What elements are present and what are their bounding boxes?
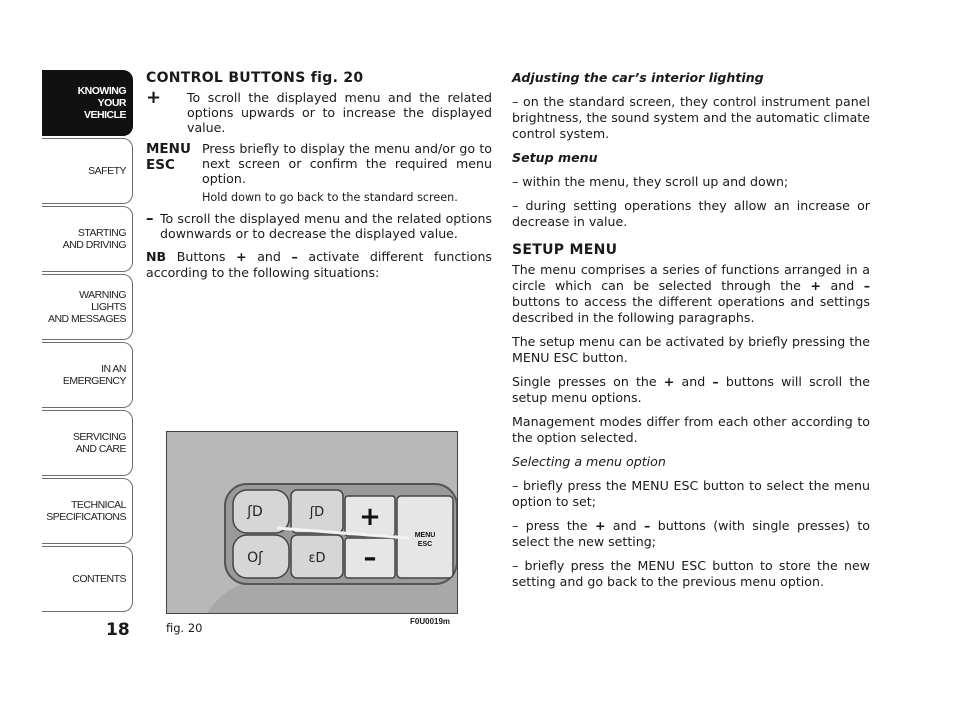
control-panel-illustration bbox=[167, 432, 457, 613]
minus-text: To scroll the displayed menu and the related options downwards or to decrease the displayed value. bbox=[160, 211, 492, 241]
tab-warning-lights[interactable]: WARNING LIGHTS AND MESSAGES bbox=[42, 274, 133, 340]
plus-button-description bbox=[146, 87, 492, 135]
tab-starting-and-driving[interactable]: STARTING AND DRIVING bbox=[42, 206, 133, 272]
plus-button-label: + bbox=[359, 502, 381, 532]
nb-text: and bbox=[246, 249, 292, 264]
text: – press the bbox=[512, 518, 595, 533]
plus-symbol: + bbox=[810, 278, 821, 293]
plus-symbol: + bbox=[663, 374, 675, 389]
setup-menu-heading: SETUP MENU bbox=[512, 242, 618, 258]
text: Single presses on the bbox=[512, 374, 664, 389]
plus-symbol: + bbox=[594, 518, 606, 533]
menu-hold-text: Hold down to go back to the standard screen. bbox=[202, 191, 458, 204]
plus-text: To scroll the displayed menu and the related options upwards or to increase the displayed value. bbox=[187, 90, 492, 135]
menu-esc-symbol bbox=[146, 141, 202, 205]
rear-fog-icon: Oʃ bbox=[247, 550, 263, 566]
minus-symbol: – bbox=[146, 209, 154, 227]
minus-symbol: – bbox=[863, 278, 870, 293]
figure-caption: fig. 20 bbox=[166, 621, 203, 635]
nb-minus: – bbox=[291, 249, 298, 264]
select-paragraph-3: – briefly press the MENU ESC button to store the new setting and go back to the previous menu option. bbox=[512, 558, 870, 589]
plus-symbol: + bbox=[146, 87, 162, 108]
setup-text-2: – during setting operations they allow an increase or decrease in value. bbox=[512, 198, 870, 229]
minus-symbol: – bbox=[644, 518, 651, 533]
text: and bbox=[605, 518, 645, 533]
setup-paragraph-2: The setup menu can be activated by briefly pressing the MENU ESC button. bbox=[512, 334, 870, 365]
select-paragraph-2 bbox=[512, 518, 870, 550]
text: and bbox=[820, 278, 864, 293]
nb-label: NB bbox=[146, 249, 167, 264]
page-number: 18 bbox=[106, 620, 130, 640]
minus-symbol: – bbox=[712, 374, 719, 389]
text: buttons to access the different operations and settings described in the following paragraphs. bbox=[512, 294, 870, 325]
menu-symbol: MENU bbox=[146, 141, 191, 157]
minus-button-label: – bbox=[363, 543, 377, 573]
figure-code: F0U0019m bbox=[410, 617, 451, 626]
text: buttons will scroll the setup menu options. bbox=[512, 374, 870, 405]
menu-button-description bbox=[146, 141, 492, 205]
tab-knowing-your-vehicle[interactable]: KNOWING YOUR VEHICLE bbox=[42, 70, 133, 136]
heading-fig-ref: fig. 20 bbox=[310, 70, 364, 86]
text: and bbox=[674, 374, 713, 389]
subheading-selecting: Selecting a menu option bbox=[512, 454, 666, 469]
tab-technical-specifications[interactable]: TECHNICAL SPECIFICATIONS bbox=[42, 478, 133, 544]
setup-paragraph-4: Management modes differ from each other according to the option selected. bbox=[512, 414, 870, 445]
section-heading bbox=[146, 70, 492, 86]
setup-text-1: – within the menu, they scroll up and down; bbox=[512, 174, 789, 189]
lighting-text: – on the standard screen, they control instrument panel brightness, the sound system and the automatic climate control system. bbox=[512, 94, 870, 141]
setup-paragraph-1 bbox=[512, 262, 870, 326]
front-fog-icon: ʃD bbox=[247, 504, 263, 520]
menu-button-label: MENU bbox=[414, 532, 436, 539]
light-icon: ɛD bbox=[308, 551, 326, 566]
chapter-tabs bbox=[42, 70, 133, 614]
text: buttons (with single presses) to select the new setting; bbox=[512, 518, 870, 549]
nb-text: activate different functions according to the following situations: bbox=[146, 249, 492, 280]
subheading-lighting: Adjusting the car’s interior lighting bbox=[512, 70, 764, 85]
light-icon: ʃD bbox=[309, 505, 325, 520]
left-column bbox=[146, 70, 492, 289]
tab-in-an-emergency[interactable]: IN AN EMERGENCY bbox=[42, 342, 133, 408]
menu-text: Press briefly to display the menu and/or go to next screen or confirm the required menu option. bbox=[202, 141, 492, 186]
esc-symbol: ESC bbox=[146, 157, 175, 173]
setup-paragraph-3 bbox=[512, 374, 870, 406]
tab-safety[interactable]: SAFETY bbox=[42, 138, 133, 204]
figure-control-buttons bbox=[166, 431, 458, 614]
heading-text: CONTROL BUTTONS bbox=[146, 70, 306, 86]
nb-plus: + bbox=[236, 249, 247, 264]
text: The menu comprises a series of functions arranged in a circle which can be selected through the bbox=[512, 262, 870, 293]
tab-contents[interactable]: CONTENTS bbox=[42, 546, 133, 612]
minus-button-description bbox=[146, 211, 492, 241]
tab-servicing-and-care[interactable]: SERVICING AND CARE bbox=[42, 410, 133, 476]
right-column bbox=[512, 70, 870, 598]
esc-button-label: ESC bbox=[417, 541, 433, 548]
nb-text: Buttons bbox=[166, 249, 237, 264]
subheading-setup: Setup menu bbox=[512, 150, 598, 165]
select-paragraph-1: – briefly press the MENU ESC button to select the menu option to set; bbox=[512, 478, 870, 509]
nb-note bbox=[146, 249, 492, 281]
